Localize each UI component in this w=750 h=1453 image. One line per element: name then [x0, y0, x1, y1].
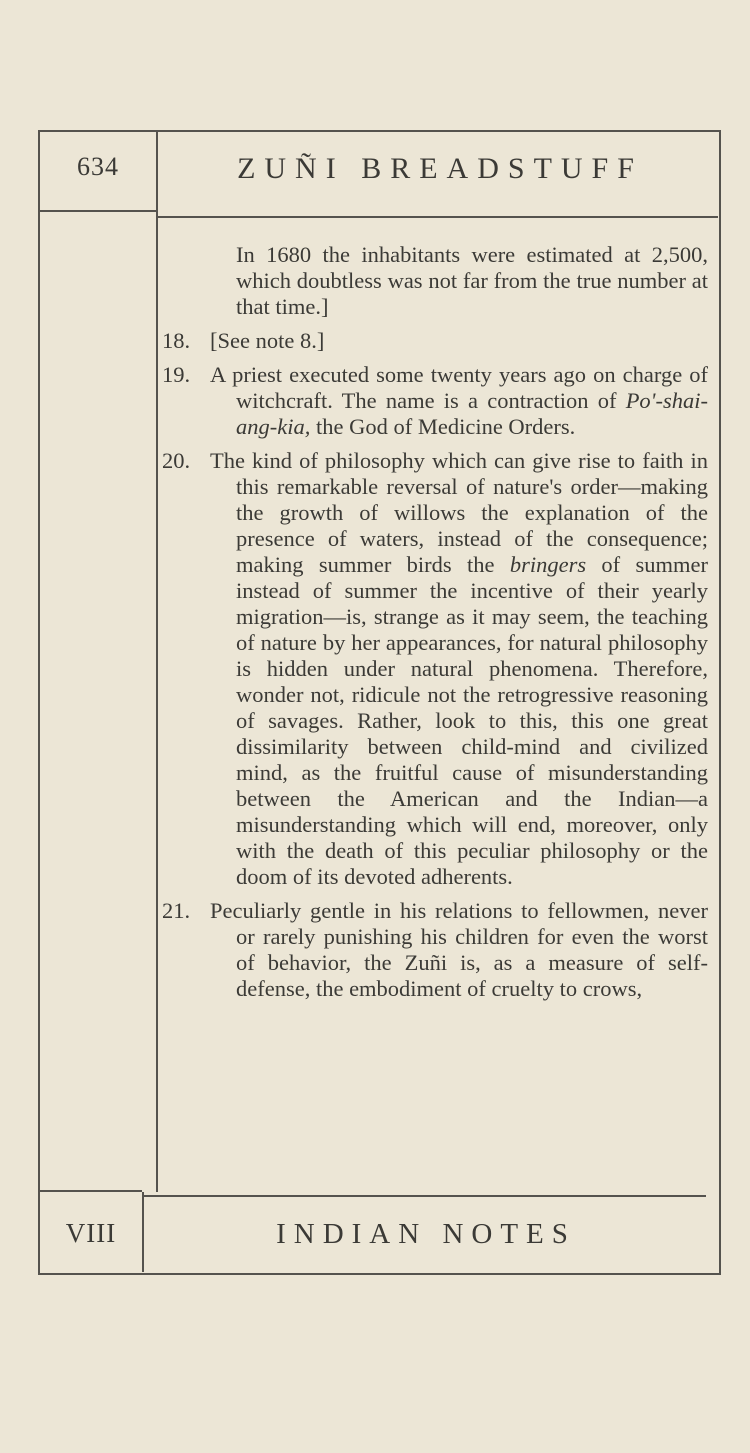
footer-rule-left	[40, 1190, 142, 1192]
note-number: 18.	[162, 328, 191, 353]
body-text	[162, 242, 708, 1010]
note-text	[210, 448, 708, 890]
note-text	[210, 362, 708, 440]
continued-note-text: In 1680 the inhabitants were estimated at 2,500, which doubtless was not far from the true number at that time.]	[236, 242, 708, 319]
note-text-start: The kind of philosophy which can give rise to faith in this remarkable reversal of nature's order—making the growth of willows the explanation of the presence of waters, instead of the consequence; making summer birds the	[210, 448, 708, 577]
note-number: 20.	[162, 448, 191, 473]
note-19	[162, 362, 708, 440]
italic-term: bringers	[509, 552, 587, 577]
note-number: 19.	[162, 362, 191, 387]
note-21	[162, 898, 708, 1002]
footer-series-title: INDIAN NOTES	[276, 1218, 576, 1250]
header-rule-right	[158, 216, 718, 218]
note-18	[162, 328, 708, 354]
running-head-title: ZUÑI BREADSTUFF	[237, 152, 643, 185]
footer-volume-number: VIII	[65, 1218, 117, 1248]
body-column-divider	[156, 216, 158, 1192]
italic-term: Po'-shai-ang-kia,	[236, 388, 708, 439]
note-text: [See note 8.]	[210, 328, 325, 353]
note-text: Peculiarly gentle in his relations to fellowmen, never or rarely punishing his children for even the worst of behavior, the Zuñi is, as a measure of self-defense, the embodiment of cruelty to crows,	[210, 898, 708, 1001]
footer-column-divider	[142, 1192, 144, 1272]
note-text-end: the God of Medicine Orders.	[310, 414, 576, 439]
note-text-start: A priest executed some twenty years ago on charge of witchcraft. The name is a contraction of	[210, 362, 708, 413]
header-column-divider	[156, 132, 158, 216]
footer-rule-right	[142, 1195, 706, 1197]
note-text-end: of summer instead of summer the incentive of their yearly migration—is, strange as it may seem, the teaching of nature by her appearances, for natural philosophy is hidden under natural phenomena. Therefore, wonder not, ridicule not the retrogressive reasoning of savages. Rather, look to this, this one great dissimilarity between child-mind and civilized mind, as the fruitful cause of misunderstanding between the American and the Indian—a misunderstanding which will end, moreover, only with the death of this peculiar philosophy or the doom of its devoted adherents.	[236, 552, 709, 889]
note-number: 21.	[162, 898, 191, 923]
header-rule-left	[40, 210, 156, 212]
page-number: 634	[77, 152, 119, 181]
note-20	[162, 448, 708, 890]
